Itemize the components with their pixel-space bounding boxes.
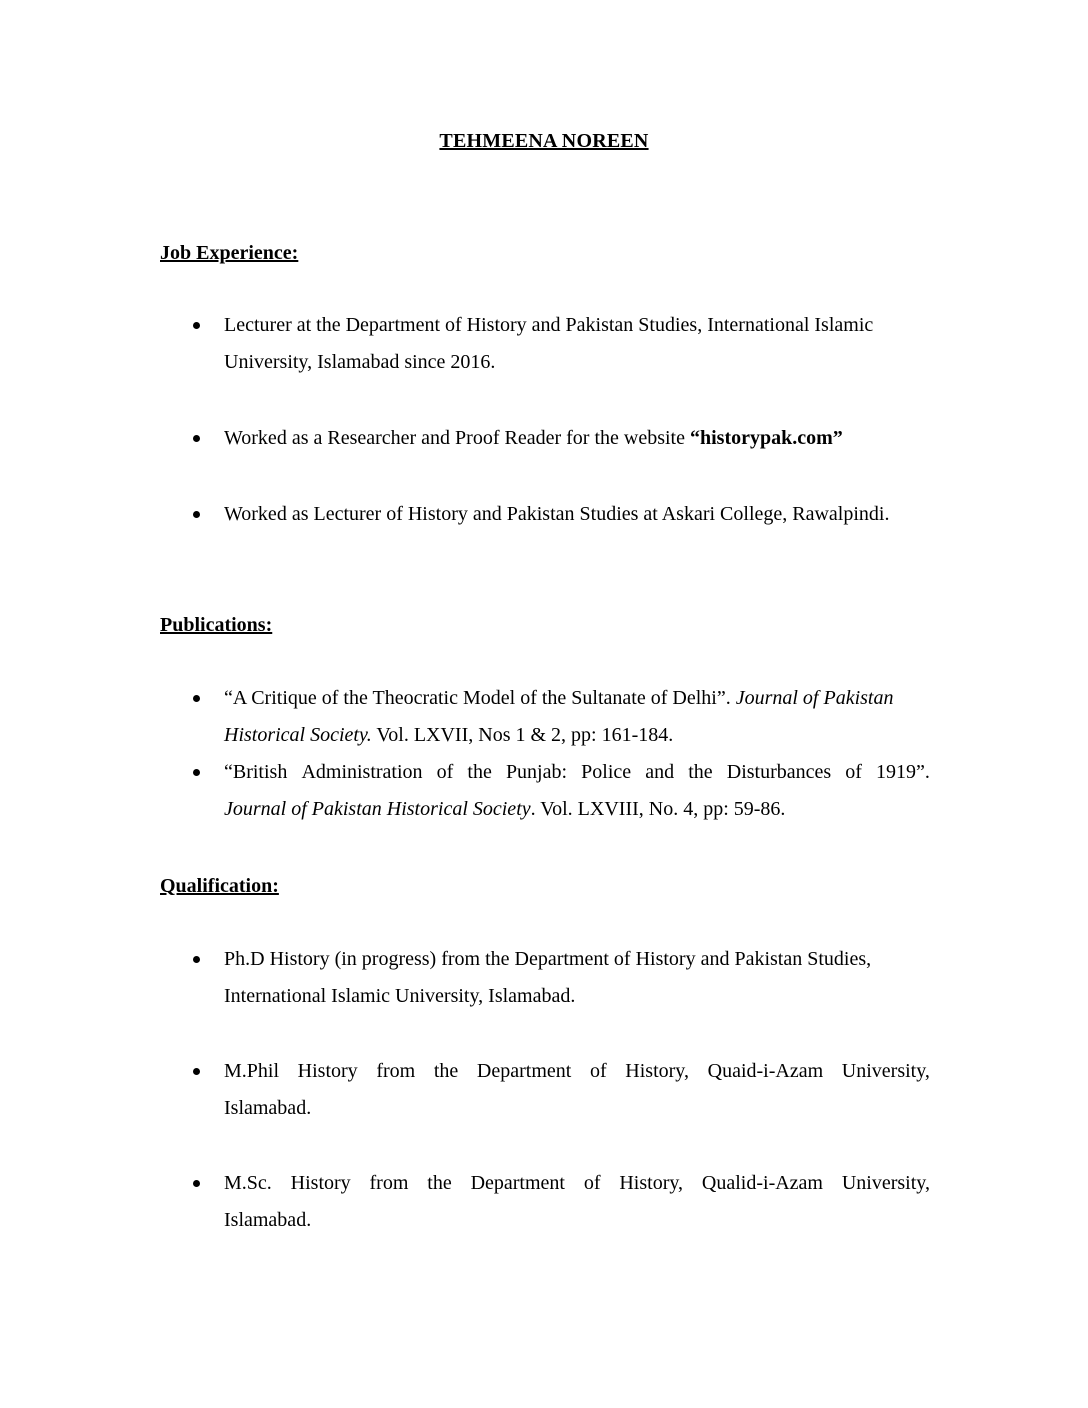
qualification-1-line2: International Islamic University, Islamabad. <box>224 985 576 1007</box>
bullet-icon <box>193 769 203 779</box>
publication-2-title-word: Disturbances <box>726 761 832 783</box>
publication-1-journal-part1: Journal of Pakistan <box>735 687 894 709</box>
publication-item-1 <box>224 680 930 754</box>
bullet-icon <box>193 695 203 705</box>
qualification-3-word: Qualid-i-Azam <box>701 1172 823 1194</box>
job-item-1 <box>224 307 930 381</box>
publication-2-line2 <box>224 791 930 828</box>
qualification-2-word: Department <box>476 1060 572 1082</box>
qualification-3-word: of <box>583 1172 601 1194</box>
website-name: “historypak.com” <box>689 427 843 449</box>
publication-1-title: “A Critique of the Theocratic Model of the Sultanate of Delhi”. <box>224 687 731 709</box>
bullet-icon <box>193 1068 203 1078</box>
qualification-item-2 <box>224 1053 930 1127</box>
job-item-3: Worked as Lecturer of History and Pakistan Studies at Askari College, Rawalpindi. <box>224 503 890 525</box>
bullet-icon <box>193 322 203 332</box>
job-item-2-text: Worked as a Researcher and Proof Reader for the website <box>224 427 690 449</box>
qualification-item-3 <box>224 1165 930 1239</box>
publication-2-title-word: “British <box>224 761 288 783</box>
bullet-icon <box>193 956 203 966</box>
qualification-2-word: Quaid-i-Azam <box>707 1060 824 1082</box>
qualification-3-word: History, <box>619 1172 684 1194</box>
publication-2-title-word: the <box>688 761 713 783</box>
publication-2-title-word: Administration <box>301 761 423 783</box>
publication-2-title-word: Police <box>581 761 632 783</box>
qualification-3-word: from <box>369 1172 409 1194</box>
qualification-2-word: History, <box>625 1060 689 1082</box>
publication-2-details: . Vol. LXVIII, No. 4, pp: 59-86. <box>530 798 786 820</box>
publication-2-title-word: 1919”. <box>876 761 930 783</box>
publication-item-2 <box>224 754 930 828</box>
qualification-3-word: History <box>290 1172 351 1194</box>
job-experience-heading: Job Experience: <box>160 242 299 264</box>
qualification-3-word: the <box>427 1172 452 1194</box>
publication-2-title-word: and <box>645 761 675 783</box>
publication-2-title-word: Punjab: <box>505 761 568 783</box>
qualification-2-word: M.Phil <box>224 1060 280 1082</box>
qualification-2-word: of <box>589 1060 607 1082</box>
job-item-2 <box>224 420 930 457</box>
qualification-3-line1 <box>224 1165 930 1202</box>
job-item-1-line2: University, Islamabad since 2016. <box>224 351 496 373</box>
qualification-2-word: University, <box>841 1060 930 1082</box>
qualification-2-line2: Islamabad. <box>224 1097 312 1119</box>
publication-2-title-word: the <box>467 761 492 783</box>
bullet-icon <box>193 1180 203 1190</box>
qualification-item-1 <box>224 941 930 1015</box>
qualification-heading: Qualification: <box>160 875 279 897</box>
qualification-3-line2: Islamabad. <box>224 1209 312 1231</box>
bullet-icon <box>193 435 203 445</box>
job-item-1-line1: Lecturer at the Department of History and Pakistan Studies, International Islamic <box>224 314 874 336</box>
qualification-1-line1: Ph.D History (in progress) from the Department of History and Pakistan Studies, <box>224 948 872 970</box>
publications-heading: Publications: <box>160 614 273 636</box>
qualification-3-word: University, <box>841 1172 930 1194</box>
publication-1-line1 <box>224 680 930 717</box>
qualification-2-word: from <box>376 1060 416 1082</box>
page-title: TEHMEENA NOREEN <box>439 130 649 152</box>
qualification-2-word: the <box>433 1060 459 1082</box>
publication-1-details: Vol. LXVII, Nos 1 & 2, pp: 161-184. <box>371 724 674 746</box>
qualification-3-word: Department <box>470 1172 565 1194</box>
publication-1-line2 <box>224 717 930 754</box>
publication-2-title <box>224 754 930 791</box>
publication-2-title-word: of <box>436 761 454 783</box>
qualification-2-word: History <box>297 1060 358 1082</box>
publication-1-journal-part2: Historical Society. <box>224 724 372 746</box>
publication-2-journal: Journal of Pakistan Historical Society <box>224 798 531 820</box>
qualification-2-line1 <box>224 1053 930 1090</box>
bullet-icon <box>193 511 203 521</box>
qualification-3-word: M.Sc. <box>224 1172 272 1194</box>
publication-2-title-word: of <box>845 761 862 783</box>
